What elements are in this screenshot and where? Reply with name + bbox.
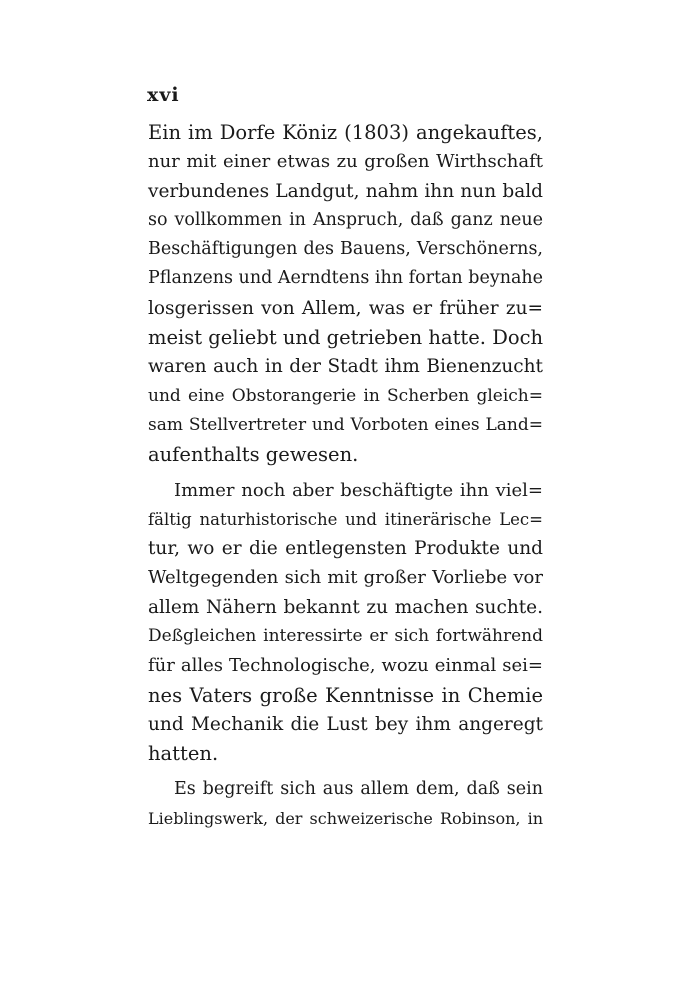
text-line: und Mechanik die Lust bey ihm angeregt [148,713,543,735]
text-line: Beschäftigungen des Bauens, Verschönerns, [148,239,543,260]
paragraph-2 [148,476,543,769]
page-number: xvi [147,84,180,106]
text-line: Es begreift sich aus allem dem, daß sein [174,778,543,799]
text-line: allem Nähern bekannt zu machen suchte. [148,596,543,618]
text-line: Deßgleichen interessirte er sich fortwährend [148,626,543,647]
text-line: nes Vaters große Kenntnisse in Chemie [148,683,543,707]
text-line: meist geliebt und getrieben hatte. Doch [148,326,544,350]
text-line: tur, wo er die entlegensten Produkte und [148,538,543,560]
text-line: verbundenes Landgut, nahm ihn nun bald [148,180,543,202]
text-line: sam Stellvertreter und Vorboten eines Land= [148,414,543,435]
text-line: für alles Technologische, wozu einmal sei= [148,655,543,677]
text-line: hatten. [148,742,219,766]
text-line: und eine Obstorangerie in Scherben gleich= [148,385,543,406]
text-line: nur mit einer etwas zu großen Wirthschaft [148,151,543,173]
text-line: Weltgegenden sich mit großer Vorliebe vor [148,567,543,589]
paragraph-3 [148,775,543,834]
text-line: Ein im Dorfe Köniz (1803) angekauftes, [148,121,543,144]
body-text [148,118,543,833]
text-line: fältig naturhistorische und itinerärische Lec= [148,509,543,529]
text-line: so vollkommen in Anspruch, daß ganz neue [148,209,543,230]
text-line: Immer noch aber beschäftigte ihn viel= [174,479,543,501]
text-line: Lieblingswerk, der schweizerische Robinson, in [148,808,543,828]
text-line: aufenthalts gewesen. [148,443,359,467]
text-line: Pflanzens und Aerndtens ihn fortan beynahe [148,268,544,289]
text-line: losgerissen von Allem, was er früher zu= [148,297,543,319]
text-line: waren auch in der Stadt ihm Bienenzucht [148,356,543,378]
paragraph-1 [148,118,543,470]
